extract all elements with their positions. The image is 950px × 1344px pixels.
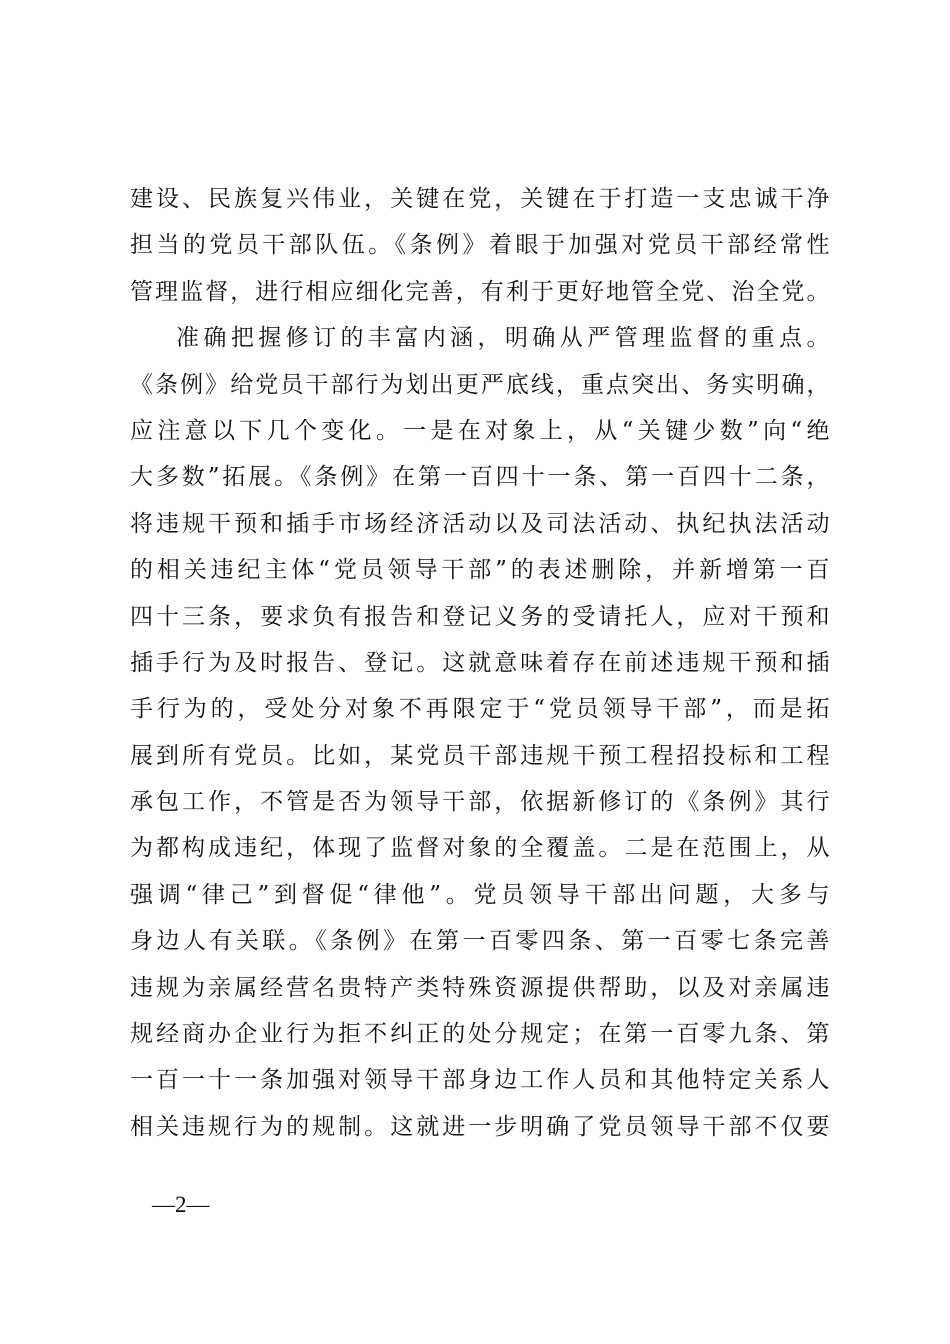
text-line: 四十三条，要求负有报告和登记义务的受请托人，应对干预和 (130, 603, 830, 630)
text-line: 为都构成违纪，体现了监督对象的全覆盖。二是在范围上，从 (130, 835, 830, 862)
page-number: —2— (152, 1192, 210, 1217)
text-line: 强调“律己”到督促“律他”。党员领导干部出问题，大多与 (130, 881, 830, 908)
text-line: 将违规干预和插手市场经济活动以及司法活动、执纪执法活动 (130, 510, 830, 537)
text-line: 承包工作，不管是否为领导干部，依据新修订的《条例》其行 (130, 789, 830, 816)
text-line: 管理监督，进行相应细化完善，有利于更好地管全党、治全党。 (130, 278, 830, 305)
text-line: 应注意以下几个变化。一是在对象上，从“关键少数”向“绝 (130, 417, 830, 444)
text-line: 一百一十一条加强对领导干部身边工作人员和其他特定关系人 (130, 1067, 830, 1094)
text-line: 违规为亲属经营名贵特产类特殊资源提供帮助，以及对亲属违 (130, 974, 830, 1001)
text-line: 建设、民族复兴伟业，关键在党，关键在于打造一支忠诚干净 (130, 186, 830, 212)
text-line: 规经商办企业行为拒不纠正的处分规定；在第一百零九条、第 (130, 1021, 830, 1048)
text-line: 担当的党员干部队伍。《条例》着眼于加强对党员干部经常性 (130, 232, 830, 259)
text-line: 展到所有党员。比如，某党员干部违规干预工程招投标和工程 (130, 742, 830, 769)
text-line: 大多数”拓展。《条例》在第一百四十一条、第一百四十二条， (130, 464, 830, 491)
text-line: 手行为的，受处分对象不再限定于“党员领导干部”，而是拓 (130, 696, 830, 723)
paragraph-first-line: 准确把握修订的丰富内涵，明确从严管理监督的重点。 (176, 325, 830, 352)
text-line: 的相关违纪主体“党员领导干部”的表述删除，并新增第一百 (130, 557, 830, 584)
body-text (130, 176, 830, 1150)
text-line: 相关违规行为的规制。这就进一步明确了党员领导干部不仅要 (130, 1113, 830, 1140)
text-line: 《条例》给党员干部行为划出更严底线，重点突出、务实明确， (130, 371, 830, 398)
text-line: 身边人有关联。《条例》在第一百零四条、第一百零七条完善 (130, 928, 830, 955)
text-line: 插手行为及时报告、登记。这就意味着存在前述违规干预和插 (130, 649, 830, 676)
